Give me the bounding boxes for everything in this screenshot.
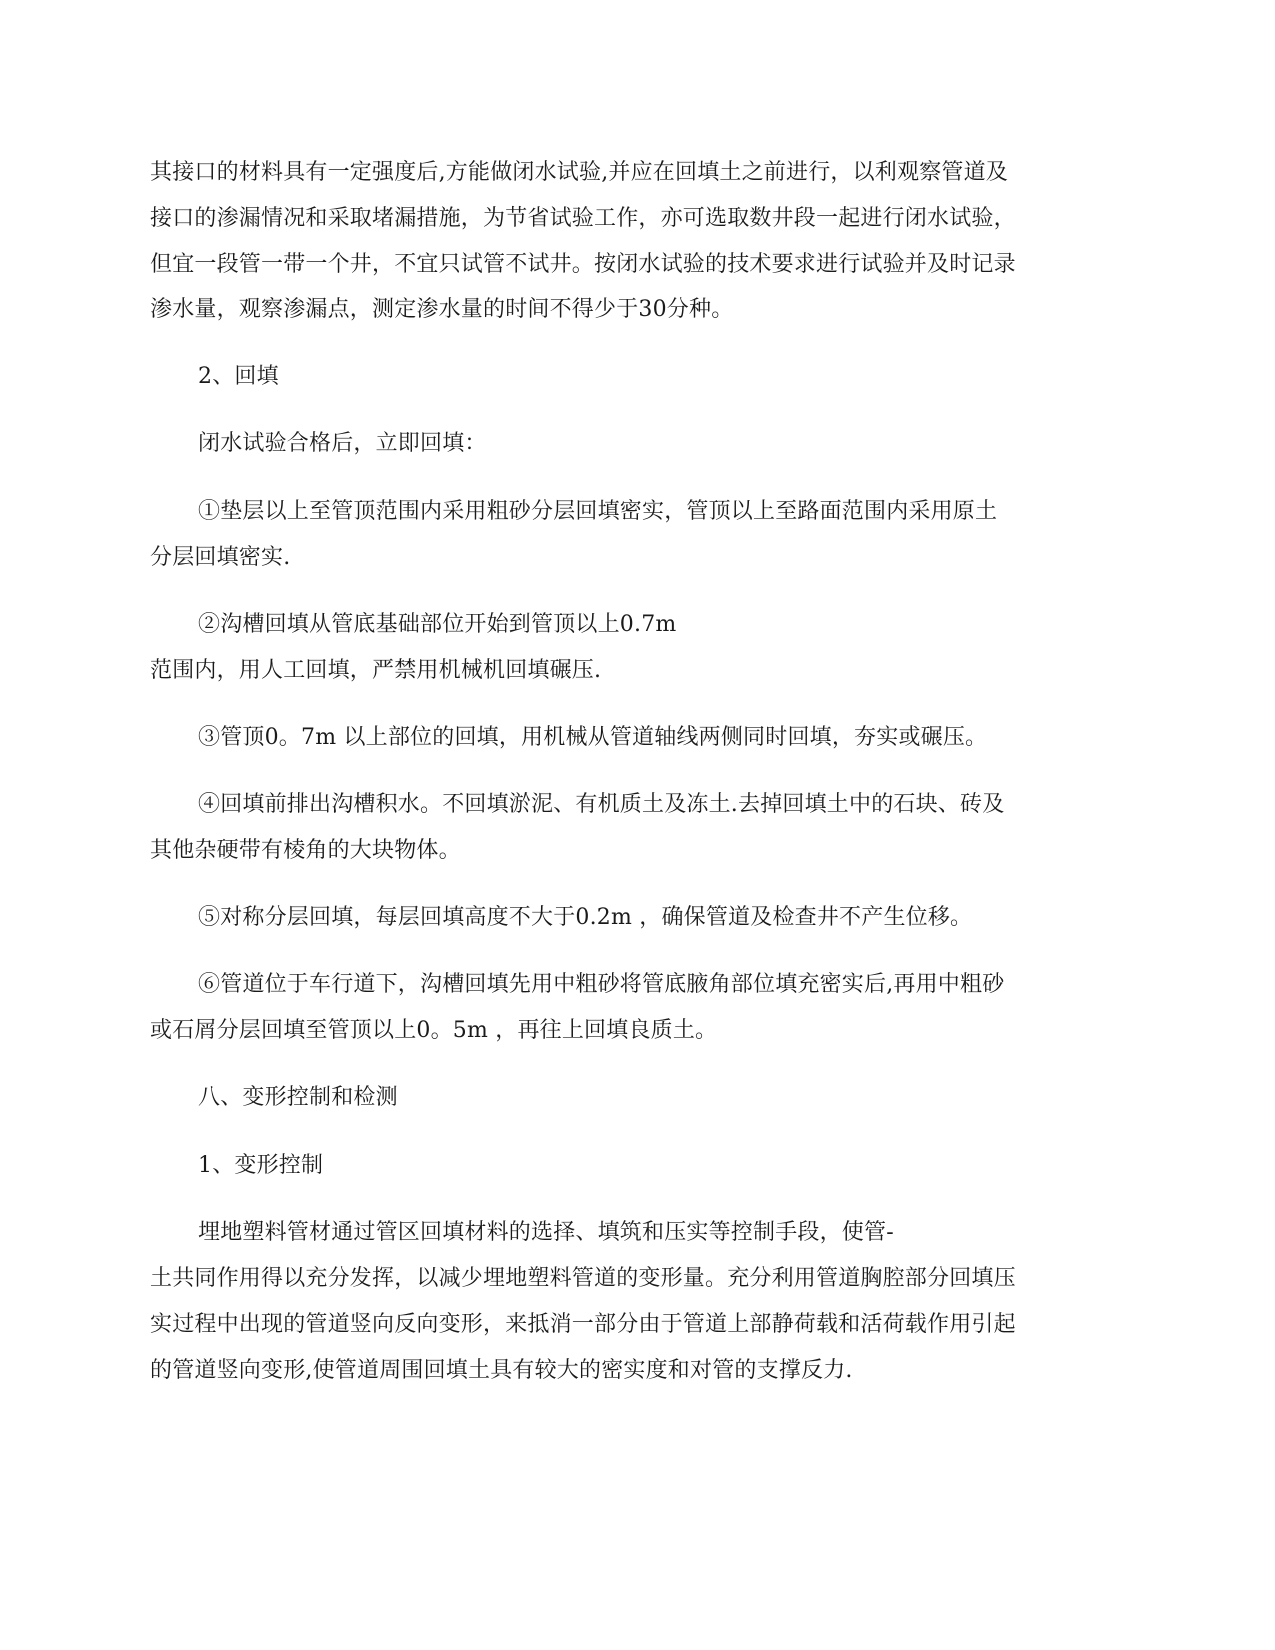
paragraph-line: 实过程中出现的管道竖向反向变形，来抵消一部分由于管道上部静荷载和活荷载作用引起 [150, 1312, 1016, 1337]
paragraph-line: ⑥管道位于车行道下，沟槽回填先用中粗砂将管底腋角部位填充密实后,再用中粗砂 [198, 972, 1005, 997]
paragraph-line: 土共同作用得以充分发挥，以减少埋地塑料管道的变形量。充分利用管道胸腔部分回填压 [150, 1266, 1016, 1291]
paragraph-line: 渗水量，观察渗漏点，测定渗水量的时间不得少于30分种。 [150, 297, 734, 322]
paragraph-line: ④回填前排出沟槽积水。不回填淤泥、有机质土及冻土.去掉回填土中的石块、砖及 [198, 792, 1005, 817]
section-heading: 八、变形控制和检测 [198, 1085, 398, 1110]
paragraph-line: 或石屑分层回填至管顶以上0。5m ，再往上回填良质土。 [150, 1018, 718, 1043]
paragraph-line: 其接口的材料具有一定强度后,方能做闭水试验,并应在回填土之前进行，以利观察管道及 [150, 160, 1008, 185]
paragraph-line: ⑤对称分层回填，每层回填高度不大于0.2m ，确保管道及检查井不产生位移。 [198, 905, 973, 930]
paragraph-line: 范围内，用人工回填，严禁用机械机回填碾压. [150, 658, 602, 683]
paragraph-line: ③管顶0。7m 以上部位的回填，用机械从管道轴线两侧同时回填，夯实或碾压。 [198, 725, 988, 750]
paragraph-line: 分层回填密实. [150, 545, 291, 570]
paragraph-line: 其他杂硬带有棱角的大块物体。 [150, 838, 461, 863]
paragraph-line: ①垫层以上至管顶范围内采用粗砂分层回填密实，管顶以上至路面范围内采用原土 [198, 499, 998, 524]
paragraph-line: 闭水试验合格后，立即回填： [198, 431, 487, 456]
subsection-heading: 1、变形控制 [198, 1153, 324, 1178]
paragraph-line: 埋地塑料管材通过管区回填材料的选择、填筑和压实等控制手段，使管- [198, 1220, 894, 1245]
paragraph-line: 接口的渗漏情况和采取堵漏措施，为节省试验工作，亦可选取数井段一起进行闭水试验， [150, 206, 1016, 231]
paragraph-line: 但宜一段管一带一个井，不宜只试管不试井。按闭水试验的技术要求进行试验并及时记录 [150, 252, 1016, 277]
paragraph-line: ②沟槽回填从管底基础部位开始到管顶以上0.7m [198, 612, 677, 637]
paragraph-line: 的管道竖向变形,使管道周围回填土具有较大的密实度和对管的支撑反力. [150, 1358, 853, 1383]
section-heading: 2、回填 [198, 364, 279, 389]
